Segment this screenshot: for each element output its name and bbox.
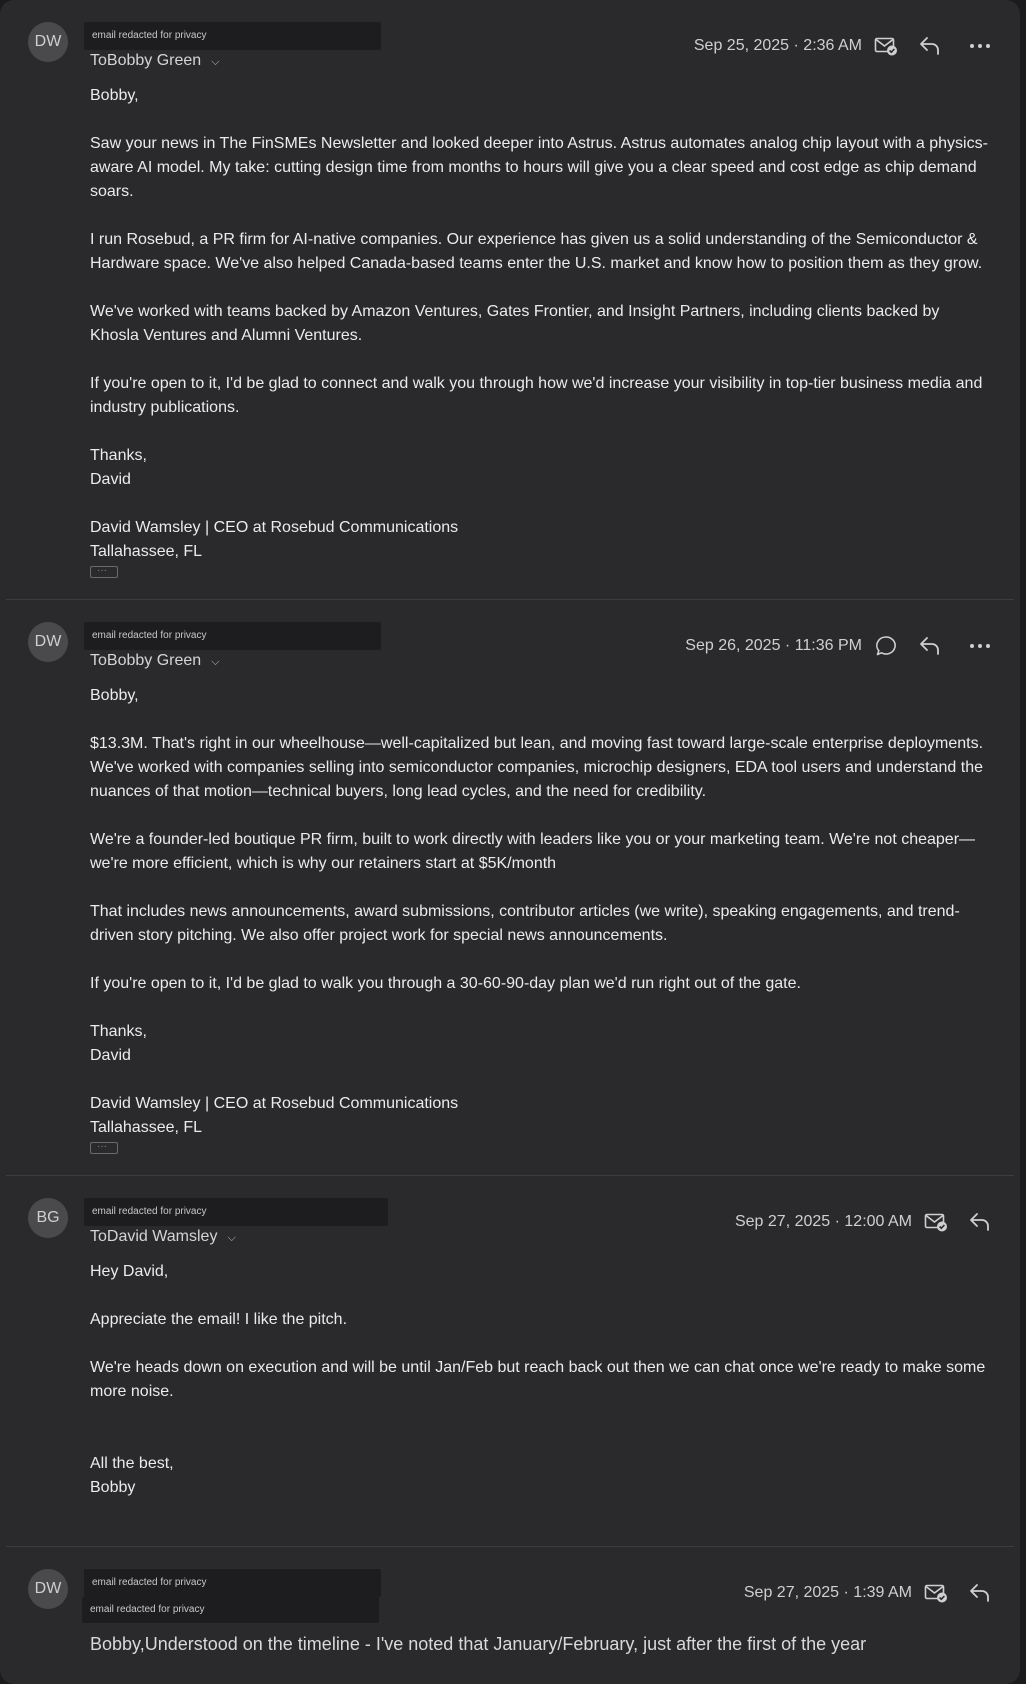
paragraph: We're heads down on execution and will be until Jan/Feb but reach back out then we can chat once we're ready to make some more noise. <box>90 1359 986 1400</box>
redacted-email: email redacted for privacy <box>84 1569 381 1597</box>
greeting: Hey David, <box>90 1263 169 1280</box>
recipient-name: Bobby Green <box>106 652 202 669</box>
paragraph: $13.3M. That's right in our wheelhouse—well-capitalized but lean, and moving fast toward large-scale enterprise deployments. We've worked with companies selling into semiconductor companies, microchip designers, EDA tool users and understand the nuances of that motion—technical buyers, long lead cycles, and the need for credibility. <box>90 735 984 800</box>
to-label: To <box>90 652 107 669</box>
signature: David Wamsley | CEO at Rosebud Communications Tallahassee, FL <box>90 519 459 560</box>
timestamp: Sep 25, 2025 · 2:36 AM <box>693 37 862 54</box>
paragraph: Appreciate the email! I like the pitch. <box>90 1311 348 1328</box>
reply-icon[interactable] <box>916 632 944 660</box>
message-meta <box>744 1579 994 1607</box>
recipient[interactable] <box>90 52 220 70</box>
message-body <box>90 1260 992 1524</box>
redacted-email: email redacted for privacy <box>84 22 381 50</box>
paragraph: We're a founder-led boutique PR firm, built to work directly with leaders like you or your marketing team. We're not cheaper—we're more efficient, which is why our retainers start at $5K/month <box>90 831 976 872</box>
message-meta <box>685 632 994 660</box>
avatar: DW <box>28 22 68 62</box>
redacted-email: email redacted for privacy <box>84 1198 388 1226</box>
timestamp: Sep 26, 2025 · 11:36 PM <box>685 637 862 654</box>
message-3[interactable] <box>6 1176 1014 1547</box>
recipient[interactable] <box>90 1228 236 1246</box>
chevron-down-icon[interactable]: ⌵ <box>227 1232 236 1244</box>
paragraph: I run Rosebud, a PR firm for AI-native companies. Our experience has given us a solid understanding of the Semiconductor & Hardware space. We've also helped Canada-based teams enter the U.S. market and know how to position them as they grow. <box>90 231 983 272</box>
avatar: BG <box>28 1198 68 1238</box>
message-meta <box>694 32 994 60</box>
more-options-icon[interactable] <box>966 32 994 60</box>
message-meta <box>735 1208 994 1236</box>
message-body <box>90 684 992 1154</box>
reply-icon[interactable] <box>916 32 944 60</box>
message-1[interactable] <box>6 0 1014 600</box>
redacted-email: email redacted for privacy <box>84 622 381 650</box>
sign-off: Thanks, David <box>90 1023 147 1064</box>
message-body <box>90 84 992 578</box>
timestamp: Sep 27, 2025 · 1:39 AM <box>743 1584 912 1601</box>
to-label: To <box>90 52 107 69</box>
recipient-name: Bobby Green <box>106 52 202 69</box>
show-trimmed-content-button[interactable] <box>90 566 118 578</box>
message-4-collapsed[interactable] <box>6 1547 1014 1684</box>
recipient-name: David Wamsley <box>106 1228 218 1245</box>
reply-icon[interactable] <box>966 1208 994 1236</box>
chevron-down-icon[interactable]: ⌵ <box>211 56 220 68</box>
chat-bubble-icon <box>872 632 900 660</box>
avatar: DW <box>28 1569 68 1609</box>
greeting: Bobby, <box>90 687 139 704</box>
signature: David Wamsley | CEO at Rosebud Communications Tallahassee, FL <box>90 1095 459 1136</box>
mail-read-icon <box>872 32 900 60</box>
more-options-icon[interactable] <box>966 632 994 660</box>
paragraph: Saw your news in The FinSMEs Newsletter and looked deeper into Astrus. Astrus automates analog chip layout with a physics-aware AI model. My take: cutting design time from months to hours will give you a clear speed and cost edge as chip demand soars. <box>90 135 988 200</box>
message-preview[interactable]: Bobby,Understood on the timeline - I've noted that January/February, just after the first of the year <box>90 1634 867 1654</box>
to-label: To <box>90 1228 107 1245</box>
message-2[interactable] <box>6 600 1014 1176</box>
sign-off: Thanks, David <box>90 447 147 488</box>
timestamp: Sep 27, 2025 · 12:00 AM <box>734 1213 912 1230</box>
mail-read-icon <box>922 1579 950 1607</box>
paragraph: That includes news announcements, award submissions, contributor articles (we write), speaking engagements, and trend-driven story pitching. We also offer project work for special news announcements. <box>90 903 960 944</box>
recipient[interactable] <box>90 652 220 670</box>
reply-icon[interactable] <box>966 1579 994 1607</box>
redacted-email: email redacted for privacy <box>82 1597 379 1623</box>
paragraph: We've worked with teams backed by Amazon Ventures, Gates Frontier, and Insight Partners, including clients backed by Khosla Ventures and Alumni Ventures. <box>90 303 940 344</box>
avatar: DW <box>28 622 68 662</box>
paragraph: If you're open to it, I'd be glad to walk you through a 30-60-90-day plan we'd run right out of the gate. <box>90 975 801 992</box>
greeting: Bobby, <box>90 87 139 104</box>
sign-off: All the best, Bobby <box>90 1455 174 1496</box>
mail-read-icon <box>922 1208 950 1236</box>
chevron-down-icon[interactable]: ⌵ <box>211 656 220 668</box>
show-trimmed-content-button[interactable] <box>90 1142 118 1154</box>
paragraph: If you're open to it, I'd be glad to connect and walk you through how we'd increase your visibility in top-tier business media and industry publications. <box>90 375 983 416</box>
